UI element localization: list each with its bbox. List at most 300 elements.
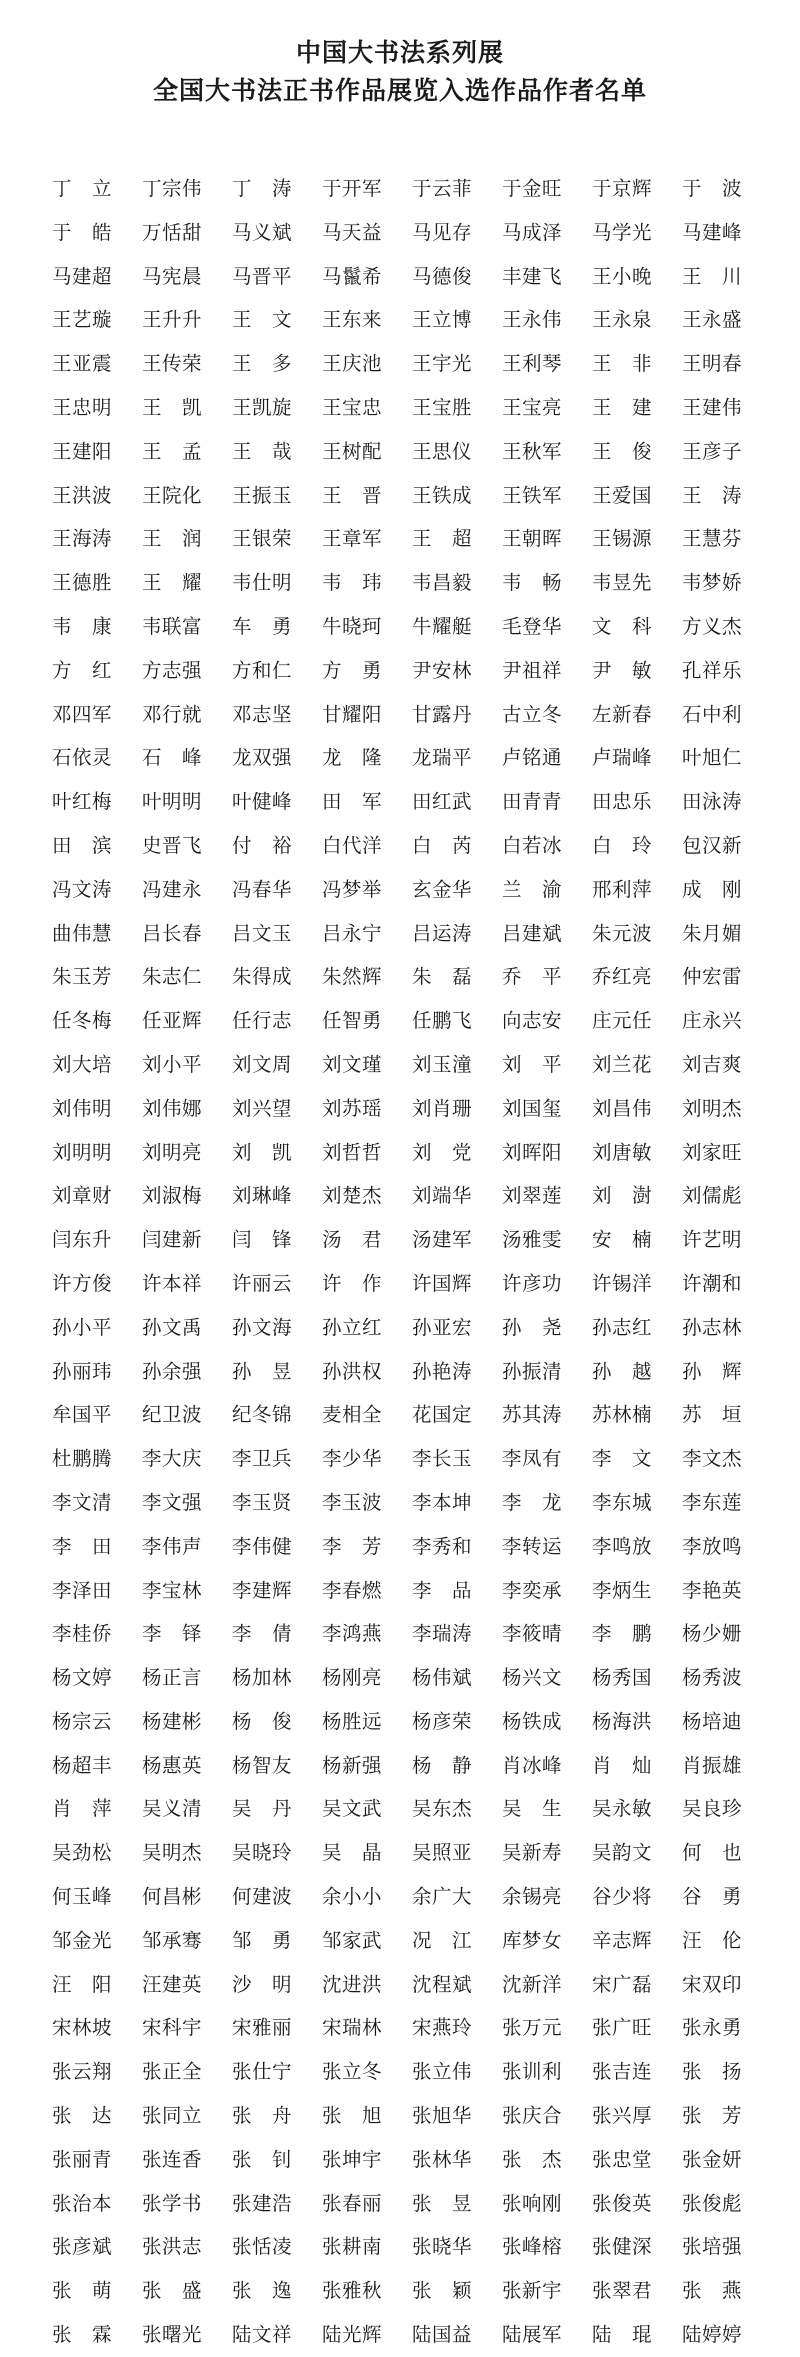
author-name: 张忠堂 xyxy=(592,2147,653,2171)
author-name: 杨文婷 xyxy=(52,1666,113,1690)
author-name: 李伟健 xyxy=(232,1534,293,1558)
author-name: 曲伟慧 xyxy=(52,921,113,945)
author-name: 麦相全 xyxy=(322,1403,383,1427)
author-name: 方和仁 xyxy=(232,658,293,682)
author-name: 于开军 xyxy=(322,177,383,200)
author-name: 方义杰 xyxy=(682,614,743,638)
author-name: 汤 君 xyxy=(322,1228,383,1252)
author-name: 杨新强 xyxy=(322,1753,383,1777)
author-name: 李东城 xyxy=(592,1490,653,1514)
author-name: 张建浩 xyxy=(232,2191,293,2215)
author-name: 王 多 xyxy=(232,352,293,376)
author-name: 任智勇 xyxy=(322,1009,383,1033)
author-name: 吴明杰 xyxy=(142,1841,203,1865)
author-name: 刘大培 xyxy=(52,1052,113,1076)
author-name: 许彦功 xyxy=(502,1271,563,1295)
author-name: 杨少姗 xyxy=(682,1622,743,1646)
author-name: 杨智友 xyxy=(232,1753,293,1777)
author-name: 谷 勇 xyxy=(682,1885,743,1909)
author-name: 王永盛 xyxy=(682,308,743,332)
author-name: 邓行就 xyxy=(142,702,203,726)
author-name: 于 波 xyxy=(682,177,743,200)
author-name: 张训利 xyxy=(502,2060,563,2084)
author-name: 王铁军 xyxy=(502,483,563,507)
author-name: 冯建永 xyxy=(142,877,203,901)
author-name: 马建峰 xyxy=(682,220,743,244)
author-name: 杨 俊 xyxy=(232,1709,293,1733)
author-name: 张 萌 xyxy=(52,2279,113,2303)
author-name: 白若冰 xyxy=(502,833,563,857)
author-name: 韦昱先 xyxy=(592,571,653,595)
author-name: 孙立红 xyxy=(322,1315,383,1339)
author-name: 刘唐敏 xyxy=(592,1140,653,1164)
author-name: 吴良珍 xyxy=(682,1797,743,1821)
author-name: 吕建斌 xyxy=(502,921,563,945)
author-name: 张春丽 xyxy=(322,2191,383,2215)
author-name: 吴照亚 xyxy=(412,1841,473,1865)
author-name: 尹 敏 xyxy=(592,658,653,682)
author-name: 韦 玮 xyxy=(322,571,383,595)
author-name: 王永泉 xyxy=(592,308,653,332)
author-name: 任行志 xyxy=(232,1009,293,1033)
author-name: 付 裕 xyxy=(232,833,293,857)
author-name: 张 逸 xyxy=(232,2279,293,2303)
author-name: 杨海洪 xyxy=(592,1709,653,1733)
author-name: 乔红亮 xyxy=(592,965,653,989)
author-name: 宋瑞林 xyxy=(322,2016,383,2040)
author-name: 杨宗云 xyxy=(52,1709,113,1733)
author-name: 冯文涛 xyxy=(52,877,113,901)
author-name: 毛登华 xyxy=(502,614,563,638)
author-name: 李文清 xyxy=(52,1490,113,1514)
author-name: 左新春 xyxy=(592,702,653,726)
author-name: 刘文瑾 xyxy=(322,1052,383,1076)
author-name: 张耕南 xyxy=(322,2235,383,2259)
author-name: 马宪晨 xyxy=(142,264,203,288)
author-name: 叶明明 xyxy=(142,790,203,814)
author-name: 陆光辉 xyxy=(322,2323,383,2347)
author-name: 方 勇 xyxy=(322,658,383,682)
author-name: 吕文玉 xyxy=(232,921,293,945)
author-name: 张曙光 xyxy=(142,2323,203,2347)
author-name: 李桂侨 xyxy=(52,1622,113,1646)
author-name: 陆国益 xyxy=(412,2323,473,2347)
author-name: 王锡源 xyxy=(592,527,653,551)
author-name: 孔祥乐 xyxy=(682,658,743,682)
author-name: 邓志坚 xyxy=(232,702,293,726)
author-name: 刘伟娜 xyxy=(142,1096,203,1120)
author-name: 张广旺 xyxy=(592,2016,653,2040)
author-name: 肖冰峰 xyxy=(502,1753,563,1777)
author-name: 邹 勇 xyxy=(232,1928,293,1952)
author-name: 石依灵 xyxy=(52,746,113,770)
author-name: 李宝林 xyxy=(142,1578,203,1602)
author-name: 王永伟 xyxy=(502,308,563,332)
author-name: 孙 辉 xyxy=(682,1359,743,1383)
selected-authors-list-title: 全国大书法正书作品展览入选作品作者名单 xyxy=(152,76,647,105)
author-name: 王宝忠 xyxy=(322,395,383,419)
author-name: 李转运 xyxy=(502,1534,563,1558)
author-name: 甘耀阳 xyxy=(322,702,383,726)
author-name: 刘 党 xyxy=(412,1140,473,1164)
author-name: 邹金光 xyxy=(52,1928,113,1952)
author-name: 李春燃 xyxy=(322,1578,383,1602)
author-name: 朱玉芳 xyxy=(52,965,113,989)
author-name: 韦仕明 xyxy=(232,571,293,595)
author-name: 杨 静 xyxy=(412,1753,473,1777)
author-name: 于云菲 xyxy=(412,177,473,200)
author-name: 李鸣放 xyxy=(592,1534,653,1558)
author-name: 李伟声 xyxy=(142,1534,203,1558)
author-name: 王庆池 xyxy=(322,352,383,376)
author-name: 牛晓珂 xyxy=(322,614,383,638)
author-name: 韦昌毅 xyxy=(412,571,473,595)
author-name: 王 川 xyxy=(682,264,743,288)
author-name: 李东莲 xyxy=(682,1490,743,1514)
author-name: 吴文武 xyxy=(322,1797,383,1821)
author-name: 田 滨 xyxy=(52,833,113,857)
author-name: 张金妍 xyxy=(682,2147,743,2171)
author-name: 庄元任 xyxy=(592,1009,653,1033)
author-name: 王东来 xyxy=(322,308,383,332)
author-name: 王树配 xyxy=(322,439,383,463)
author-name: 田忠乐 xyxy=(592,790,653,814)
author-name: 古立冬 xyxy=(502,702,563,726)
author-name: 宋林坡 xyxy=(52,2016,113,2040)
author-name: 吴劲松 xyxy=(52,1841,113,1865)
author-name: 余小小 xyxy=(322,1885,383,1909)
author-name: 王 俊 xyxy=(592,439,653,463)
author-name: 何昌彬 xyxy=(142,1885,203,1909)
author-name: 于金旺 xyxy=(502,177,563,200)
author-name: 李奕承 xyxy=(502,1578,563,1602)
author-name: 王忠明 xyxy=(52,395,113,419)
author-name: 张万元 xyxy=(502,2016,563,2040)
author-name: 卢铭通 xyxy=(502,746,563,770)
author-name: 田青青 xyxy=(502,790,563,814)
author-name: 马成泽 xyxy=(502,220,563,244)
author-name: 吕永宁 xyxy=(322,921,383,945)
author-name: 任冬梅 xyxy=(52,1009,113,1033)
author-name: 朱 磊 xyxy=(412,965,473,989)
author-name: 于 皓 xyxy=(52,220,113,244)
author-name: 刘晖阳 xyxy=(502,1140,563,1164)
author-name: 刘 平 xyxy=(502,1052,563,1076)
author-name: 田泳涛 xyxy=(682,790,743,814)
author-name: 龙双强 xyxy=(232,746,293,770)
author-name: 李秀和 xyxy=(412,1534,473,1558)
author-name: 韦联富 xyxy=(142,614,203,638)
author-name: 王 润 xyxy=(142,527,203,551)
author-name: 张永勇 xyxy=(682,2016,743,2040)
author-name: 吴晓玲 xyxy=(232,1841,293,1865)
author-name: 许潮和 xyxy=(682,1271,743,1295)
author-name: 李 芳 xyxy=(322,1534,383,1558)
author-name: 刘兴望 xyxy=(232,1096,293,1120)
author-name: 孙洪权 xyxy=(322,1359,383,1383)
author-name: 杨秀国 xyxy=(592,1666,653,1690)
author-name: 田红武 xyxy=(412,790,473,814)
author-name: 文 科 xyxy=(592,614,653,638)
author-name: 张坤宇 xyxy=(322,2147,383,2171)
author-name: 王 超 xyxy=(412,527,473,551)
author-name: 刘昌伟 xyxy=(592,1096,653,1120)
author-name: 李卫兵 xyxy=(232,1447,293,1471)
author-name: 仲宏雷 xyxy=(682,965,743,989)
author-name: 刘国玺 xyxy=(502,1096,563,1120)
author-name: 任鹏飞 xyxy=(412,1009,473,1033)
author-name: 叶红梅 xyxy=(52,790,113,814)
author-name: 马晋平 xyxy=(232,264,293,288)
author-name: 尹祖祥 xyxy=(502,658,563,682)
author-name: 王 文 xyxy=(232,308,293,332)
author-name: 王小晚 xyxy=(592,264,653,288)
author-name: 汤雅雯 xyxy=(502,1228,563,1252)
author-name: 刘明明 xyxy=(52,1140,113,1164)
author-name: 李文杰 xyxy=(682,1447,743,1471)
author-name: 吴新寿 xyxy=(502,1841,563,1865)
author-name: 杨秀波 xyxy=(682,1666,743,1690)
author-name: 李泽田 xyxy=(52,1578,113,1602)
author-name: 张晓华 xyxy=(412,2235,473,2259)
author-name: 朱月媚 xyxy=(682,921,743,945)
author-name: 孙振清 xyxy=(502,1359,563,1383)
author-name: 吴 丹 xyxy=(232,1797,293,1821)
author-name: 汪建英 xyxy=(142,1972,203,1996)
author-name: 张正全 xyxy=(142,2060,203,2084)
author-name: 马学光 xyxy=(592,220,653,244)
author-name: 沙 明 xyxy=(232,1972,293,1996)
author-name: 王思仪 xyxy=(412,439,473,463)
author-name: 李本坤 xyxy=(412,1490,473,1514)
author-name: 田 军 xyxy=(322,790,383,814)
author-name: 王建阳 xyxy=(52,439,113,463)
author-name: 张 霖 xyxy=(52,2323,113,2347)
author-name: 张恬凌 xyxy=(232,2235,293,2259)
author-name: 马天益 xyxy=(322,220,383,244)
author-name: 闫东升 xyxy=(52,1228,113,1252)
author-name: 吴 生 xyxy=(502,1797,563,1821)
author-name: 汪 伦 xyxy=(682,1928,743,1952)
author-name: 许锡洋 xyxy=(592,1271,653,1295)
author-name: 张培强 xyxy=(682,2235,743,2259)
author-name: 张翠君 xyxy=(592,2279,653,2303)
author-name: 张俊彪 xyxy=(682,2191,743,2215)
author-name: 孙 昱 xyxy=(232,1359,293,1383)
author-name: 杨建彬 xyxy=(142,1709,203,1733)
author-name: 张 芳 xyxy=(682,2104,743,2128)
author-name: 宋燕玲 xyxy=(412,2016,473,2040)
author-name: 李鸿燕 xyxy=(322,1622,383,1646)
author-name: 王 凯 xyxy=(142,395,203,419)
author-name: 辛志辉 xyxy=(592,1928,653,1952)
author-name: 李建辉 xyxy=(232,1578,293,1602)
author-name: 韦 康 xyxy=(52,614,113,638)
author-name: 杨培迪 xyxy=(682,1709,743,1733)
author-name: 刘伟明 xyxy=(52,1096,113,1120)
author-name: 王慧芬 xyxy=(682,527,743,551)
author-name: 纪卫波 xyxy=(142,1403,203,1427)
author-name: 陆文祥 xyxy=(232,2323,293,2347)
author-name: 龙 隆 xyxy=(322,746,383,770)
author-name: 苏其涛 xyxy=(502,1403,563,1427)
author-name: 闫 锋 xyxy=(232,1228,293,1252)
author-name: 包汉新 xyxy=(682,833,743,857)
author-name: 任亚辉 xyxy=(142,1009,203,1033)
author-name: 余锡亮 xyxy=(502,1885,563,1909)
author-name: 朱元波 xyxy=(592,921,653,945)
author-name: 杨伟斌 xyxy=(412,1666,473,1690)
author-name: 苏 垣 xyxy=(682,1403,743,1427)
author-name: 玄金华 xyxy=(412,877,473,901)
author-name: 王 建 xyxy=(592,395,653,419)
author-name: 王宝胜 xyxy=(412,395,473,419)
author-name: 杨加林 xyxy=(232,1666,293,1690)
author-name: 王彦子 xyxy=(682,439,743,463)
author-name: 王 非 xyxy=(592,352,653,376)
author-name: 车 勇 xyxy=(232,614,293,638)
author-name: 杨铁成 xyxy=(502,1709,563,1733)
author-name: 白 玲 xyxy=(592,833,653,857)
author-name: 张丽青 xyxy=(52,2147,113,2171)
author-name: 刘明杰 xyxy=(682,1096,743,1120)
author-name: 孙文海 xyxy=(232,1315,293,1339)
author-name: 王铁成 xyxy=(412,483,473,507)
author-name: 刘儒彪 xyxy=(682,1184,743,1208)
author-name: 张 盛 xyxy=(142,2279,203,2303)
author-name: 李 龙 xyxy=(502,1490,563,1514)
author-name: 王德胜 xyxy=(52,571,113,595)
title-block xyxy=(0,38,800,106)
author-name: 朱志仁 xyxy=(142,965,203,989)
author-name: 叶健峰 xyxy=(232,790,293,814)
author-name: 张响刚 xyxy=(502,2191,563,2215)
author-name: 马鬣希 xyxy=(322,264,383,288)
author-name: 陆婷婷 xyxy=(682,2323,743,2347)
author-name: 李 田 xyxy=(52,1534,113,1558)
author-name: 许本祥 xyxy=(142,1271,203,1295)
author-name: 孙志林 xyxy=(682,1315,743,1339)
author-name: 宋广磊 xyxy=(592,1972,653,1996)
author-name: 王 孟 xyxy=(142,439,203,463)
author-name: 刘淑梅 xyxy=(142,1184,203,1208)
author-name: 龙瑞平 xyxy=(412,746,473,770)
author-name: 张 钊 xyxy=(232,2147,293,2171)
author-name: 孙小平 xyxy=(52,1315,113,1339)
author-name: 陆 琨 xyxy=(592,2323,653,2347)
author-name: 孙丽玮 xyxy=(52,1359,113,1383)
author-name: 刘苏瑶 xyxy=(322,1096,383,1120)
author-name: 何建波 xyxy=(232,1885,293,1909)
author-name: 张 舟 xyxy=(232,2104,293,2128)
author-name: 刘肖珊 xyxy=(412,1096,473,1120)
author-name: 王秋军 xyxy=(502,439,563,463)
author-name: 王 涛 xyxy=(682,483,743,507)
author-name: 王 哉 xyxy=(232,439,293,463)
author-name: 李玉波 xyxy=(322,1490,383,1514)
author-name: 张健深 xyxy=(592,2235,653,2259)
author-name: 张庆合 xyxy=(502,2104,563,2128)
author-name: 王振玉 xyxy=(232,483,293,507)
author-name: 何玉峰 xyxy=(52,1885,113,1909)
author-name: 石 峰 xyxy=(142,746,203,770)
author-name: 乔 平 xyxy=(502,965,563,989)
author-name: 王利琴 xyxy=(502,352,563,376)
author-name: 张连香 xyxy=(142,2147,203,2171)
author-name: 叶旭仁 xyxy=(682,746,743,770)
author-name: 李炳生 xyxy=(592,1578,653,1602)
author-name: 丁 涛 xyxy=(232,177,293,200)
author-name: 张 旭 xyxy=(322,2104,383,2128)
author-name: 甘露丹 xyxy=(412,702,473,726)
author-name: 王立博 xyxy=(412,308,473,332)
author-name: 杜鹏腾 xyxy=(52,1447,113,1471)
author-name: 王宇光 xyxy=(412,352,473,376)
author-name: 李筱晴 xyxy=(502,1622,563,1646)
exhibition-series-title: 中国大书法系列展 xyxy=(295,38,504,67)
author-name: 张 燕 xyxy=(682,2279,743,2303)
author-name: 张仕宁 xyxy=(232,2060,293,2084)
author-name: 吴永敏 xyxy=(592,1797,653,1821)
author-name: 王宝亮 xyxy=(502,395,563,419)
author-name: 杨超丰 xyxy=(52,1753,113,1777)
author-name: 王明春 xyxy=(682,352,743,376)
author-name: 沈进洪 xyxy=(322,1972,383,1996)
author-name: 王 耀 xyxy=(142,571,203,595)
author-name: 王朝晖 xyxy=(502,527,563,551)
author-name: 张旭华 xyxy=(412,2104,473,2128)
author-name: 李文强 xyxy=(142,1490,203,1514)
author-name: 许国辉 xyxy=(412,1271,473,1295)
author-name: 白 芮 xyxy=(412,833,473,857)
author-name: 李凤有 xyxy=(502,1447,563,1471)
author-name: 王建伟 xyxy=(682,395,743,419)
author-name: 刘翠莲 xyxy=(502,1184,563,1208)
author-name: 邹家武 xyxy=(322,1928,383,1952)
author-name: 肖 灿 xyxy=(592,1753,653,1777)
author-name: 石中利 xyxy=(682,702,743,726)
author-name: 李 鹏 xyxy=(592,1622,653,1646)
author-name: 孙志红 xyxy=(592,1315,653,1339)
author-name: 刘楚杰 xyxy=(322,1184,383,1208)
author-name: 马见存 xyxy=(412,220,473,244)
author-name: 沈新洋 xyxy=(502,1972,563,1996)
author-name: 张立冬 xyxy=(322,2060,383,2084)
author-name: 李少华 xyxy=(322,1447,383,1471)
author-name: 朱得成 xyxy=(232,965,293,989)
author-name: 史晋飞 xyxy=(142,833,203,857)
author-name: 李 铎 xyxy=(142,1622,203,1646)
author-name: 孙亚宏 xyxy=(412,1315,473,1339)
author-name: 马建超 xyxy=(52,264,113,288)
author-name: 孙艳涛 xyxy=(412,1359,473,1383)
author-name: 杨正言 xyxy=(142,1666,203,1690)
author-name: 王升升 xyxy=(142,308,203,332)
author-name: 白代洋 xyxy=(322,833,383,857)
author-name: 刘 凯 xyxy=(232,1140,293,1164)
author-name: 丁宗伟 xyxy=(142,177,203,200)
author-name: 张兴厚 xyxy=(592,2104,653,2128)
author-name: 孙 尧 xyxy=(502,1315,563,1339)
author-name: 吴 晶 xyxy=(322,1841,383,1865)
author-name: 万恬甜 xyxy=(142,220,203,244)
author-name: 张云翔 xyxy=(52,2060,113,2084)
author-name: 方 红 xyxy=(52,658,113,682)
author-name: 朱然辉 xyxy=(322,965,383,989)
author-name: 吕长春 xyxy=(142,921,203,945)
author-name: 李 品 xyxy=(412,1578,473,1602)
author-name: 谷少将 xyxy=(592,1885,653,1909)
